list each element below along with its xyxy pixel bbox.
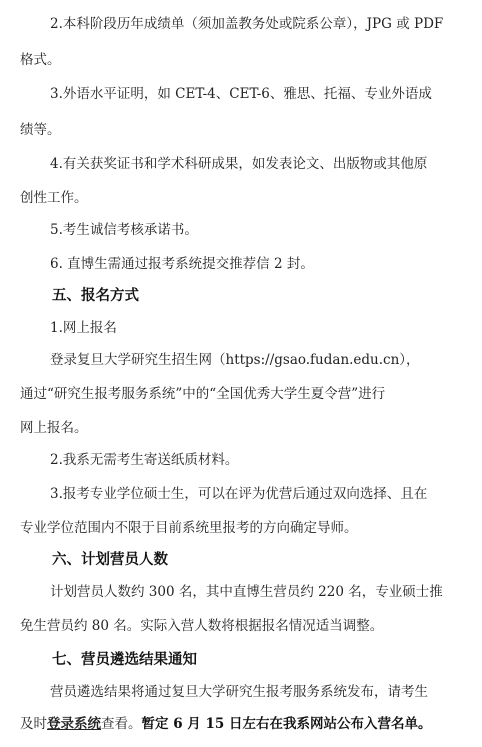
section-5-para-2: 2.我系无需考生寄送纸质材料。	[50, 452, 239, 468]
section-7-heading: 七、营员遴选结果通知	[52, 652, 197, 668]
section-6-heading: 六、计划营员人数	[52, 552, 168, 568]
section-5-para-3-line-1: 3.报考专业学位硕士生，可以在评为优营后通过双向选择、且在	[50, 486, 428, 502]
section-5-para-1-line-3: 网上报名。	[20, 420, 88, 436]
section-7-para-line-1: 营员遴选结果将通过复旦大学研究生报考服务系统发布，请考生	[50, 684, 428, 700]
section-7-bold-notice: 暂定 6 月 15 日左右在我系网站公布入营名单。	[141, 716, 432, 732]
materials-item-6: 6. 直博生需通过报考系统提交推荐信 2 封。	[50, 256, 314, 272]
materials-item-3-line-1: 3.外语水平证明，如 CET-4、CET-6、雅思、托福、专业外语成	[50, 86, 432, 102]
section-5-heading: 五、报名方式	[52, 288, 139, 304]
section-7-para-line-2	[20, 714, 431, 734]
section-7-text-view: 查看。	[101, 716, 142, 732]
section-5-para-1-line-1: 登录复旦大学研究生招生网（https://gsao.fudan.edu.cn），	[50, 352, 420, 368]
login-system-link[interactable]: 登录系统	[47, 716, 101, 732]
section-7-text-prefix: 及时	[20, 716, 47, 732]
section-5-sub-1: 1.网上报名	[50, 320, 117, 336]
materials-item-4-line-2: 创性工作。	[20, 190, 88, 206]
section-6-para-line-2: 免生营员约 80 名。实际入营人数将根据报名情况适当调整。	[20, 618, 384, 634]
section-5-para-3-line-2: 专业学位范围内不限于目前系统里报考的方向确定导师。	[20, 520, 358, 536]
materials-item-5: 5.考生诚信考核承诺书。	[50, 222, 198, 238]
section-6-para-line-1: 计划营员人数约 300 名，其中直博生营员约 220 名，专业硕士推	[50, 584, 443, 600]
materials-item-3-line-2: 绩等。	[20, 122, 61, 138]
materials-item-2-line-1: 2.本科阶段历年成绩单（须加盖教务处或院系公章），JPG 或 PDF	[50, 16, 444, 32]
materials-item-2-line-2: 格式。	[20, 52, 61, 68]
section-5-para-1-line-2: 通过“研究生报考服务系统”中的“全国优秀大学生夏令营”进行	[20, 386, 386, 402]
materials-item-4-line-1: 4.有关获奖证书和学术科研成果，如发表论文、出版物或其他原	[50, 156, 428, 172]
